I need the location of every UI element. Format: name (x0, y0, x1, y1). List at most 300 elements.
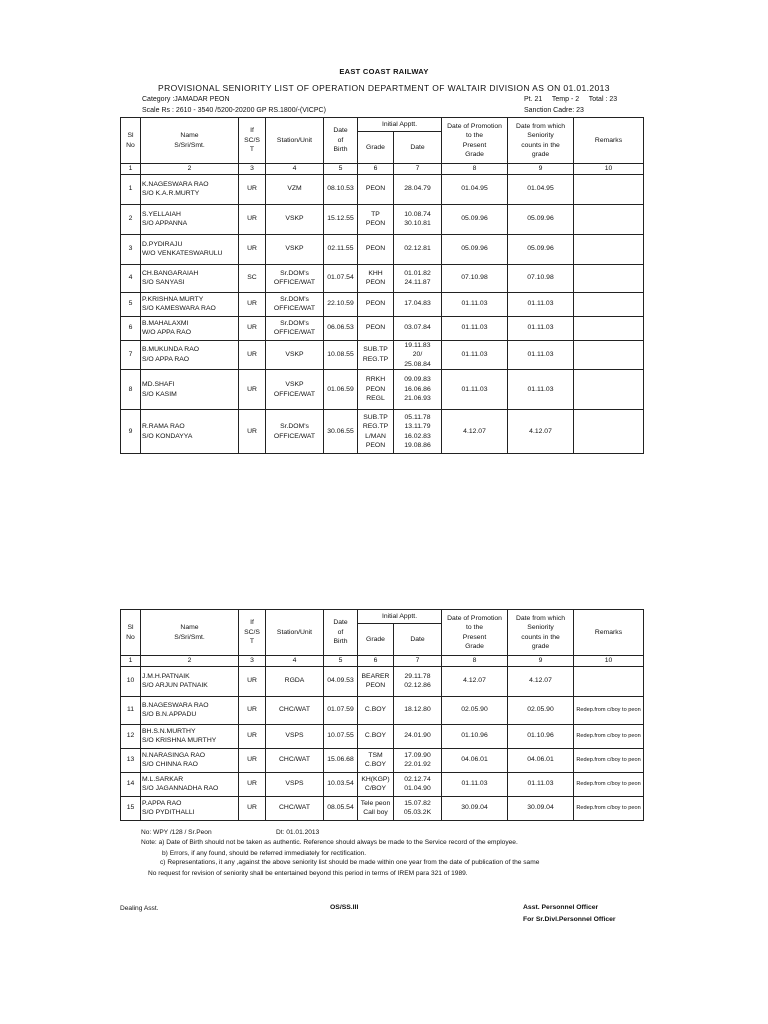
station-unit (266, 666, 324, 696)
seniority-date: 02.05.90 (508, 696, 574, 724)
station-unit (266, 370, 324, 410)
date-of-birth: 01.06.59 (324, 370, 358, 410)
remarks: Redep.from c/boy to peon (574, 796, 644, 820)
reference-date: Dt: 01.01.2013 (276, 829, 320, 836)
initial-grade-line: RRKH (365, 376, 386, 384)
col-sl-header (121, 610, 141, 656)
initial-date (394, 696, 442, 724)
initial-date-line: 05.03.2K (403, 809, 432, 816)
col-initial-header: Initial Apptt. (358, 610, 442, 624)
employee-name-line: S/O KASIM (142, 390, 177, 398)
seniority-table-2 (120, 609, 644, 821)
table-row (121, 234, 644, 264)
date-of-birth: 10.03.54 (324, 772, 358, 796)
table-row (121, 370, 644, 410)
employee-name-line: W/O VENKATESWARULU (142, 250, 223, 257)
station-unit-line: VZM (287, 185, 302, 193)
col-number: 1 (121, 656, 141, 667)
remarks (574, 666, 644, 696)
promotion-date: 04.06.01 (442, 748, 508, 772)
col-seniority-header-line: grade (531, 643, 550, 650)
initial-date-line: 28.04.79 (404, 185, 431, 193)
promotion-date: 01.10.96 (442, 724, 508, 748)
initial-grade (358, 316, 394, 340)
scst-category: UR (239, 772, 266, 796)
col-promotion-header (442, 118, 508, 164)
row-sl: 7 (121, 340, 141, 370)
col-name-header (141, 118, 239, 164)
station-unit (266, 410, 324, 454)
initial-date-line: 02.12.74 (404, 775, 431, 783)
initial-date-line: 22.01.92 (404, 761, 431, 768)
remarks (574, 204, 644, 234)
col-dob-header-line: Birth (333, 638, 348, 646)
date-of-birth: 08.10.53 (324, 174, 358, 204)
scst-category: UR (239, 174, 266, 204)
seniority-date: 05.09.96 (508, 204, 574, 234)
table-row (121, 748, 644, 772)
employee-name-line: P.APPA RAO (142, 799, 182, 807)
os-section: OS/SS.III (330, 904, 359, 911)
employee-name (141, 316, 239, 340)
station-unit-line: OFFICE/WAT (273, 329, 316, 336)
col-number: 10 (574, 656, 644, 667)
header-row (121, 164, 644, 175)
employee-name (141, 796, 239, 820)
col-name-header (141, 610, 239, 656)
initial-grade-line: PEON (365, 245, 386, 253)
employee-name-line: K.NAGESWARA RAO (142, 180, 209, 188)
col-promotion-header-line: Date of Promotion (447, 122, 502, 130)
scst-category: UR (239, 316, 266, 340)
initial-grade (358, 264, 394, 292)
date-of-birth: 30.06.55 (324, 410, 358, 454)
initial-date-line: 05.11.78 (404, 413, 431, 421)
employee-name (141, 340, 239, 370)
employee-name (141, 666, 239, 696)
employee-name-line: S/O ARJUN PATNAIK (142, 682, 208, 689)
promotion-date: 01.11.03 (442, 340, 508, 370)
col-number: 10 (574, 164, 644, 175)
station-unit-line: CHC/WAT (279, 756, 310, 764)
col-dob-header-line: Date (333, 619, 348, 627)
col-number: 4 (266, 656, 324, 667)
initial-grade-line: PEON (365, 385, 386, 393)
remarks (574, 370, 644, 410)
row-sl: 5 (121, 292, 141, 316)
col-station-header: Station/Unit (266, 610, 324, 656)
initial-date (394, 796, 442, 820)
col-sl-header-line: No (126, 141, 135, 149)
employee-name-line: S/O K.A.R.MURTY (142, 190, 200, 197)
header-row (121, 118, 644, 132)
employee-name-line: S/O APPANNA (142, 220, 188, 227)
scst-category: UR (239, 234, 266, 264)
employee-name-line: D.PYDIRAJU (142, 240, 183, 248)
initial-grade (358, 234, 394, 264)
col-date-header: Date (394, 624, 442, 656)
col-dob-header (324, 610, 358, 656)
table-row (121, 316, 644, 340)
initial-date-line: 19.11.83 (404, 341, 431, 349)
initial-grade-line: C.BOY (364, 761, 387, 768)
initial-date-line: 16.06.86 (404, 385, 431, 393)
remarks: Redep.from c/boy to peon (574, 772, 644, 796)
station-unit-line: Sr.DOM's (280, 319, 309, 327)
seniority-date: 05.09.96 (508, 234, 574, 264)
row-sl: 11 (121, 696, 141, 724)
initial-grade-line: L/MAN (365, 432, 386, 440)
table-row (121, 666, 644, 696)
col-initial-header: Initial Apptt. (358, 118, 442, 132)
station-unit-line: OFFICE/WAT (273, 432, 316, 440)
date-of-birth: 22.10.59 (324, 292, 358, 316)
employee-name (141, 370, 239, 410)
header-row (121, 610, 644, 624)
employee-name-line: S/O KRISHNA MURTHY (142, 737, 217, 744)
row-sl: 12 (121, 724, 141, 748)
col-promotion-header-line: to the (466, 132, 484, 139)
employee-name (141, 724, 239, 748)
col-seniority-header-line: counts in the (521, 633, 560, 641)
remarks: Redep.from c/boy to peon (574, 748, 644, 772)
reference-number: No: WPY /128 / Sr.Peon (141, 829, 212, 836)
table-row (121, 292, 644, 316)
employee-name (141, 748, 239, 772)
col-seniority-header (508, 118, 574, 164)
col-scst-header-line: If (250, 619, 254, 627)
col-scst-header (239, 610, 266, 656)
initial-date (394, 316, 442, 340)
initial-date-line: 29.11.78 (404, 672, 431, 680)
date-of-birth: 15.12.55 (324, 204, 358, 234)
seniority-table-1 (120, 117, 644, 454)
initial-grade-line: BEARER (361, 672, 390, 680)
initial-grade-line: PEON (365, 300, 386, 308)
col-number: 5 (324, 164, 358, 175)
scst-category: UR (239, 292, 266, 316)
table-row (121, 772, 644, 796)
employee-name-line: S/O APPA RAO (142, 355, 190, 363)
initial-date-line: 24.01.90 (404, 732, 431, 740)
table-row (121, 410, 644, 454)
employee-name-line: S/O CHINNA RAO (142, 761, 198, 768)
initial-grade-line: REGL (366, 395, 385, 403)
promotion-date: 05.09.96 (442, 204, 508, 234)
seniority-date: 01.11.03 (508, 370, 574, 410)
station-unit-line: CHC/WAT (279, 706, 310, 714)
remarks: Redep.from c/boy to peon (574, 696, 644, 724)
promotion-date: 02.05.90 (442, 696, 508, 724)
initial-date-line: 02.12.86 (404, 682, 431, 689)
initial-grade-line: REG.TP (362, 423, 389, 430)
row-sl: 13 (121, 748, 141, 772)
initial-grade-line: Tele peon (360, 799, 391, 807)
seniority-date: 01.11.03 (508, 316, 574, 340)
col-name-header-line: S/Sri/Smt. (174, 141, 205, 149)
row-sl: 1 (121, 174, 141, 204)
initial-date-line: 20/ (412, 351, 423, 358)
employee-name-line: R.RAMA RAO (142, 423, 185, 430)
promotion-date: 05.09.96 (442, 234, 508, 264)
station-unit (266, 724, 324, 748)
employee-name (141, 410, 239, 454)
scst-category: UR (239, 724, 266, 748)
employee-name-line: S/O KONDAYYA (142, 432, 193, 440)
col-scst-header-line: SC/S (244, 136, 260, 144)
employee-name-line: S.YELLAIAH (142, 210, 181, 218)
row-sl: 4 (121, 264, 141, 292)
note-d: No request for revision of seniority shall be entertained beyond this period in terms of IREM para 321 of 1989. (148, 870, 468, 877)
initial-grade-line: KH(KGP) (361, 775, 390, 783)
initial-grade (358, 410, 394, 454)
seniority-date: 01.11.03 (508, 340, 574, 370)
initial-date-line: 17.04.83 (404, 300, 431, 308)
station-unit (266, 772, 324, 796)
initial-grade (358, 696, 394, 724)
station-unit (266, 316, 324, 340)
seniority-date: 30.09.04 (508, 796, 574, 820)
initial-grade-line: C.BOY (364, 732, 387, 740)
table-header (121, 118, 644, 175)
employee-name-line: S/O KAMESWARA RAO (142, 305, 216, 312)
note-c: c) Representations, it any ,against the above seniority list should be made within one year from the date of publication of the same (160, 859, 540, 866)
employee-name-line: S/O PYDITHALLI (142, 809, 195, 816)
col-seniority-header-line: Seniority (527, 624, 554, 631)
initial-grade-line: C/BOY (364, 785, 387, 792)
remarks (574, 264, 644, 292)
col-number: 6 (358, 164, 394, 175)
document-title: PROVISIONAL SENIORITY LIST OF OPERATION DEPARTMENT OF WALTAIR DIVISION AS ON 01.01.2013 (158, 83, 610, 93)
table-body (121, 666, 644, 820)
initial-grade-line: PEON (365, 682, 386, 689)
col-promotion-header-line: to the (466, 624, 484, 631)
station-unit-line: OFFICE/WAT (273, 390, 316, 398)
promotion-date: 01.11.03 (442, 370, 508, 410)
table-row (121, 796, 644, 820)
station-unit-line: Sr.DOM's (280, 295, 309, 303)
station-unit-line: VSKP (285, 215, 304, 223)
col-sl-header (121, 118, 141, 164)
scst-category: UR (239, 696, 266, 724)
initial-date (394, 264, 442, 292)
seniority-date: 01.04.95 (508, 174, 574, 204)
promotion-date: 01.11.03 (442, 292, 508, 316)
col-promotion-header (442, 610, 508, 656)
initial-date-line: 09.09.83 (404, 376, 431, 384)
employee-name-line: B.NAGESWARA RAO (142, 701, 209, 709)
scst-category: SC (239, 264, 266, 292)
station-unit (266, 748, 324, 772)
initial-grade (358, 724, 394, 748)
remarks (574, 234, 644, 264)
col-dob-header-line: Date (333, 127, 348, 135)
station-unit (266, 204, 324, 234)
promotion-date: 30.09.04 (442, 796, 508, 820)
signatory-title: Asst. Personnel Officer (523, 904, 599, 911)
initial-date (394, 724, 442, 748)
employee-name (141, 264, 239, 292)
remarks (574, 174, 644, 204)
scst-category: UR (239, 204, 266, 234)
initial-grade-line: TP (371, 210, 380, 218)
initial-grade (358, 204, 394, 234)
seniority-date: 4.12.07 (508, 666, 574, 696)
col-number: 4 (266, 164, 324, 175)
employee-name-line: MD.SHAFI (142, 381, 175, 388)
initial-grade-line: REG.TP (362, 355, 389, 363)
scst-category: UR (239, 370, 266, 410)
col-name-header-line: Name (180, 132, 199, 139)
initial-grade (358, 748, 394, 772)
scst-category: UR (239, 796, 266, 820)
col-dob-header (324, 118, 358, 164)
col-seniority-header-line: grade (531, 151, 550, 158)
initial-grade (358, 370, 394, 410)
remarks (574, 410, 644, 454)
employee-name-line: S/O B.N.APPADU (142, 711, 197, 718)
station-unit-line: VSKP (285, 381, 304, 388)
employee-name-line: S/O SANYASI (142, 279, 185, 286)
station-unit-line: RGDA (284, 677, 305, 685)
row-sl: 2 (121, 204, 141, 234)
category-line: Category :JAMADAR PEON (142, 96, 230, 103)
station-unit (266, 340, 324, 370)
scst-category: UR (239, 410, 266, 454)
initial-date-line: 15.07.82 (404, 799, 431, 807)
col-dob-header-line: Birth (333, 146, 348, 154)
station-unit-line: Sr.DOM's (280, 423, 309, 430)
date-of-birth: 02.11.55 (324, 234, 358, 264)
col-number: 9 (508, 656, 574, 667)
promotion-date: 07.10.98 (442, 264, 508, 292)
col-date-header: Date (394, 132, 442, 164)
initial-grade-line: KHH (368, 269, 383, 277)
remarks (574, 340, 644, 370)
initial-grade (358, 292, 394, 316)
org-name: EAST COAST RAILWAY (339, 67, 429, 76)
station-unit (266, 696, 324, 724)
table-row (121, 340, 644, 370)
date-of-birth: 01.07.54 (324, 264, 358, 292)
col-name-header-line: Name (180, 624, 199, 631)
col-promotion-header-line: Grade (465, 151, 484, 158)
station-unit-line: VSKP (285, 245, 304, 253)
employee-name-line: J.M.H.PATNAIK (142, 672, 190, 680)
initial-date (394, 410, 442, 454)
initial-grade-line: PEON (365, 324, 386, 332)
table-body (121, 174, 644, 454)
employee-name (141, 234, 239, 264)
date-of-birth: 08.05.54 (324, 796, 358, 820)
promotion-date: 01.04.95 (442, 174, 508, 204)
col-scst-header-line: SC/S (244, 628, 260, 636)
initial-grade (358, 174, 394, 204)
promotion-date: 01.11.03 (442, 772, 508, 796)
initial-grade-line: TSM (368, 751, 383, 759)
col-dob-header-line: of (337, 628, 344, 636)
scst-category: UR (239, 748, 266, 772)
initial-grade-line: SUB.TP (363, 346, 388, 354)
col-seniority-header-line: counts in the (521, 141, 560, 149)
seniority-date: 04.06.01 (508, 748, 574, 772)
station-unit-line: VSPS (285, 732, 304, 740)
initial-date-line: 10.08.74 (404, 210, 431, 218)
initial-date (394, 234, 442, 264)
initial-date (394, 772, 442, 796)
station-unit (266, 264, 324, 292)
station-unit-line: OFFICE/WAT (273, 305, 316, 312)
initial-grade-line: PEON (365, 279, 386, 286)
employee-name-line: S/O JAGANNADHA RAO (142, 785, 219, 792)
date-of-birth: 15.06.68 (324, 748, 358, 772)
signatory-for: For Sr.Divl.Personnel Officer (523, 916, 616, 923)
col-sl-header-line: Sl (127, 132, 134, 139)
station-unit-line: CHC/WAT (279, 804, 310, 812)
col-grade-header: Grade (358, 132, 394, 164)
employee-name-line: CH.BANGARAIAH (142, 269, 199, 277)
initial-date-line: 30.10.81 (404, 220, 431, 227)
initial-grade-line: Call boy (363, 809, 388, 816)
table-row (121, 696, 644, 724)
promotion-date: 4.12.07 (442, 410, 508, 454)
station-unit (266, 292, 324, 316)
col-sl-header-line: Sl (127, 624, 134, 631)
col-name-header-line: S/Sri/Smt. (174, 633, 205, 641)
initial-grade (358, 772, 394, 796)
seniority-date: 01.11.03 (508, 292, 574, 316)
initial-date-line: 01.01.82 (404, 269, 431, 277)
initial-grade-line: C.BOY (364, 706, 387, 714)
col-number: 9 (508, 164, 574, 175)
col-promotion-header-line: Present (462, 141, 487, 149)
col-number: 8 (442, 656, 508, 667)
initial-date-line: 02.12.81 (404, 245, 431, 253)
table-row (121, 264, 644, 292)
col-sl-header-line: No (126, 633, 135, 641)
employee-name-line: W/O APPA RAO (142, 329, 191, 336)
col-scst-header (239, 118, 266, 164)
header-row (121, 656, 644, 667)
col-promotion-header-line: Grade (465, 643, 484, 650)
col-remarks-header: Remarks (574, 610, 644, 656)
dealing-assistant: Dealing Asst. (120, 905, 159, 912)
col-number: 7 (394, 164, 442, 175)
employee-name (141, 292, 239, 316)
initial-date-line: 17.09.90 (404, 751, 431, 759)
col-number: 2 (141, 656, 239, 667)
station-unit (266, 234, 324, 264)
initial-grade (358, 666, 394, 696)
col-scst-header-line: T (249, 146, 255, 154)
initial-date (394, 748, 442, 772)
employee-name-line: B.MAHALAXMI (142, 319, 189, 327)
seniority-date: 07.10.98 (508, 264, 574, 292)
employee-name (141, 204, 239, 234)
initial-date-line: 16.02.83 (404, 432, 431, 440)
col-number: 2 (141, 164, 239, 175)
col-number: 7 (394, 656, 442, 667)
row-sl: 6 (121, 316, 141, 340)
row-sl: 8 (121, 370, 141, 410)
initial-grade-line: SUB.TP (363, 413, 388, 421)
table-row (121, 724, 644, 748)
col-number: 1 (121, 164, 141, 175)
col-promotion-header-line: Date of Promotion (447, 614, 502, 622)
scst-category: UR (239, 340, 266, 370)
initial-date (394, 204, 442, 234)
initial-date (394, 370, 442, 410)
